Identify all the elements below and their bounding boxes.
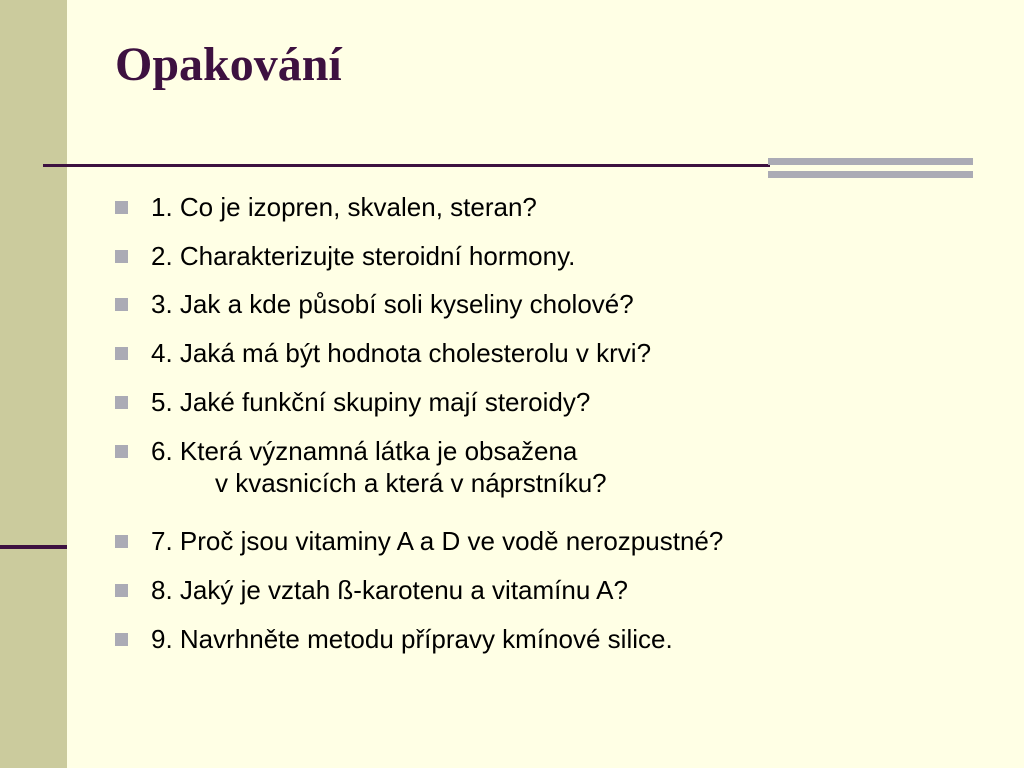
list-item: [115, 288, 634, 320]
list-item-text: 3. Jak a kde působí soli kyseliny cholové?: [151, 289, 634, 319]
list-item-text: 8. Jaký je vztah ß-karotenu a vitamínu A?: [151, 575, 628, 605]
square-bullet-icon: [115, 298, 128, 311]
slide-title: Opakování: [115, 38, 342, 91]
list-item: [115, 386, 590, 418]
side-band: [0, 0, 67, 768]
list-item-continuation: v kvasnicích a která v náprstníku?: [215, 468, 607, 498]
list-item-text: 7. Proč jsou vitaminy A a D ve vodě nerozpustné?: [151, 526, 724, 556]
square-bullet-icon: [115, 633, 128, 646]
list-item: [115, 525, 723, 557]
list-item-text: 5. Jaké funkční skupiny mají steroidy?: [151, 387, 591, 417]
list-item: [115, 623, 673, 655]
question-list: [115, 0, 995, 768]
list-item: [115, 574, 628, 606]
left-accent-rule: [0, 545, 67, 549]
list-item-text: 9. Navrhněte metodu přípravy kmínové silice.: [151, 624, 673, 654]
square-bullet-icon: [115, 584, 128, 597]
list-item: [115, 435, 607, 499]
list-item-text: 2. Charakterizujte steroidní hormony.: [151, 241, 576, 271]
square-bullet-icon: [115, 250, 128, 263]
square-bullet-icon: [115, 445, 128, 458]
list-item: [115, 240, 575, 272]
square-bullet-icon: [115, 396, 128, 409]
square-bullet-icon: [115, 201, 128, 214]
list-item: [115, 337, 651, 369]
square-bullet-icon: [115, 535, 128, 548]
list-item-text: 4. Jaká má být hodnota cholesterolu v krvi?: [151, 338, 652, 368]
square-bullet-icon: [115, 347, 128, 360]
list-item: [115, 191, 537, 223]
list-item-text: 1. Co je izopren, skvalen, steran?: [151, 192, 537, 222]
list-item-text: 6. Která významná látka je obsažena: [151, 436, 578, 466]
